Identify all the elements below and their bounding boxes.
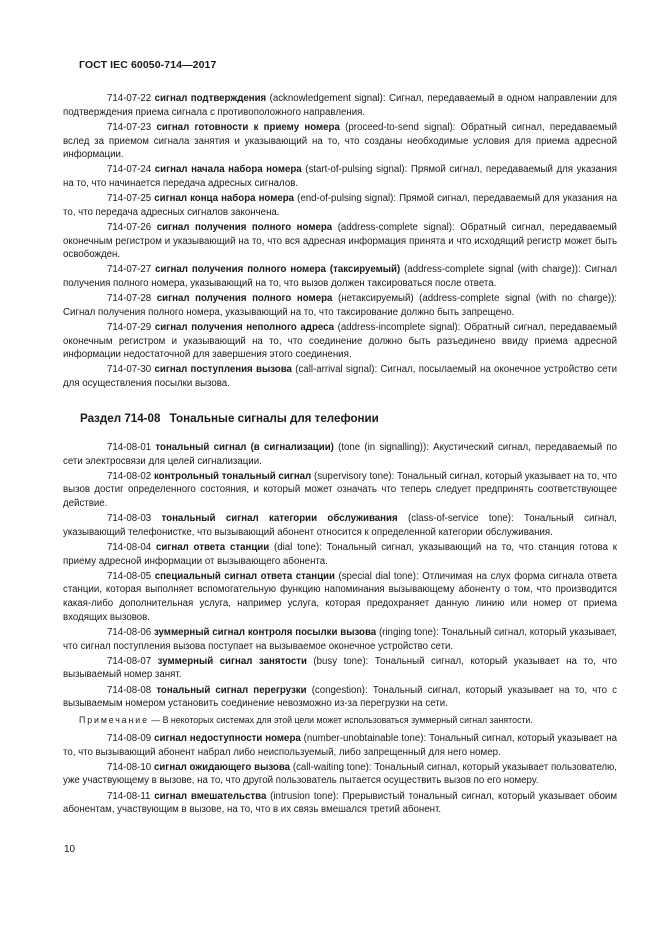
standard-header: ГОСТ IEC 60050-714—2017	[79, 59, 217, 71]
entry-definition: (special dial tone): Отличимая на слух форма сигнала ответа станции, которая выполняет вспомогательную функцию напоминания вызывающему абоненту о том, что производится какая-либо дополнительная услуга, например услуга, которая предохраняет данную линию или номер от приема входящих вызовов.	[63, 570, 618, 623]
entry-definition: (number-unobtainable tone): Тональный сигнал, который указывает на то, что вызывающий абонент набрал либо неиспользуемый, либо запрещенный для него номер.	[63, 732, 617, 758]
entry-number: 714-07-27	[107, 264, 152, 276]
entry-term: сигнал получения неполного адреса	[154, 321, 335, 333]
entry-term: сигнал готовности к приему номера	[156, 121, 340, 133]
entry-number: 714-08-07	[107, 655, 152, 667]
entry-definition: (нетаксируемый) (address-complete signal (with no charge)): Сигнал получения полного номера, указывающий на то, что таксирование должно быть запрещено.	[63, 293, 617, 318]
term-entry	[63, 92, 617, 119]
entry-definition: (address-complete signal (with charge)): Сигнал получения полного номера, указывающий на то, что вызов должен таксироваться после ответа.	[63, 264, 617, 290]
page-number: 10	[64, 844, 76, 855]
entry-term: тональный сигнал (в сигнализации)	[155, 441, 334, 453]
entry-term: сигнал поступления вызова	[154, 364, 292, 376]
entry-number: 714-08-08	[107, 684, 152, 696]
entry-number: 714-07-28	[107, 293, 152, 305]
entry-number: 714-08-11	[107, 790, 151, 802]
term-entry	[63, 541, 617, 568]
entry-term: сигнал недоступности номера	[154, 732, 301, 744]
entry-number: 714-08-10	[107, 761, 152, 773]
term-entry	[63, 263, 617, 290]
entries-group-714-07	[63, 92, 617, 391]
entry-number: 714-07-23	[107, 121, 152, 133]
document-body	[63, 92, 617, 818]
entry-term: тональный сигнал перегрузки	[156, 684, 307, 696]
section-number: Раздел 714-08	[80, 411, 161, 425]
note-text: — В некоторых системах для этой цели может использоваться зуммерный сигнал занятости.	[148, 714, 533, 725]
term-entry	[63, 363, 617, 390]
entry-definition: (dial tone): Тональный сигнал, указывающий на то, что станция готова к приему адресной информации от вызывающего абонента.	[63, 541, 617, 567]
entry-number: 714-07-29	[107, 321, 152, 333]
term-entry	[63, 684, 617, 711]
section-title: Тональные сигналы для телефонии	[169, 411, 379, 425]
entry-number: 714-07-24	[107, 164, 152, 176]
entry-definition: (end-of-pulsing signal): Прямой сигнал, передаваемый для указания на то, что передача адресных сигналов закончена.	[63, 193, 617, 218]
entry-definition: (intrusion tone): Прерывистый тональный сигнал, который указывает обоим абонентам, участвующим в вызове, на то, что в их связь вмешался третий абонент.	[63, 790, 617, 816]
term-entry	[63, 292, 617, 319]
entry-number: 714-08-03	[107, 513, 152, 525]
term-entry	[63, 655, 617, 682]
entry-term: сигнал получения полного номера	[156, 293, 333, 305]
entry-number: 714-08-04	[107, 541, 152, 553]
term-entry	[63, 512, 617, 539]
entry-number: 714-07-22	[107, 93, 152, 104]
note-label: Примечание	[79, 714, 149, 725]
entry-definition: (start-of-pulsing signal): Прямой сигнал, передаваемый для указания на то, что начинается передача адресных сигналов.	[63, 164, 617, 189]
entry-term: зуммерный сигнал занятости	[157, 655, 307, 667]
term-entry	[63, 221, 617, 262]
section-heading	[80, 412, 617, 426]
entry-definition: (supervisory tone): Тональный сигнал, который указывает на то, что вызов достиг определенного состояния, и который может означать что теперь следует предпринять соответствующее действие.	[63, 470, 617, 510]
term-entry	[63, 470, 617, 511]
entry-number: 714-08-01	[107, 441, 152, 453]
entry-definition: (congestion): Тональный сигнал, который указывает на то, что с вызываемым номером установить соединение невозможно из-за перегрузки на сети.	[63, 684, 617, 710]
entries-group-714-08-a	[63, 441, 617, 711]
entry-term: сигнал получения полного номера	[156, 221, 333, 233]
term-entry	[63, 441, 617, 468]
entry-definition: (acknowledgement signal): Сигнал, передаваемый в одном направлении для подтверждения приема сигнала с противоположного направления.	[63, 93, 617, 118]
term-entry	[63, 121, 617, 162]
entry-term: контрольный тональный сигнал	[153, 470, 312, 482]
entry-number: 714-08-05	[107, 570, 152, 582]
term-entry	[63, 626, 617, 653]
entry-number: 714-08-06	[107, 626, 152, 638]
entry-definition: (proceed-to-send signal): Обратный сигнал, передаваемый вслед за приемом сигнала занятия и указывающий на то, что созданы необходимые условия для приема адресной информации.	[63, 121, 617, 161]
entry-term: сигнал начала набора номера	[154, 164, 302, 176]
entries-group-714-08-b	[63, 732, 617, 817]
entry-number: 714-07-25	[107, 193, 152, 205]
entry-term: сигнал конца набора номера	[154, 193, 295, 205]
term-entry	[63, 321, 617, 362]
entry-term: сигнал ответа станции	[155, 541, 270, 553]
entry-term: сигнал подтверждения	[154, 93, 267, 104]
term-entry	[63, 790, 617, 817]
entry-term: специальный сигнал ответа станции	[154, 570, 335, 582]
entry-definition: (busy tone): Тональный сигнал, который указывает на то, что вызываемый номер занят.	[63, 655, 617, 681]
entry-definition: (address-complete signal): Обратный сигнал, передаваемый оконечным регистром и указывающий на то, что вся адресная информация принята и что исходящий регистр может быть освобожден.	[63, 221, 617, 261]
entry-term: сигнал вмешательства	[154, 790, 267, 802]
entry-term: сигнал ожидающего вызова	[153, 761, 291, 773]
entry-term: сигнал получения полного номера (таксируемый)	[155, 264, 401, 276]
entry-definition: (call-arrival signal): Сигнал, посылаемый на оконечное устройство сети для осуществления посылки вызова.	[63, 364, 617, 390]
entry-number: 714-08-09	[107, 732, 152, 744]
entry-number: 714-07-26	[107, 221, 152, 233]
entry-term: зуммерный сигнал контроля посылки вызова	[153, 626, 377, 638]
entry-definition: (address-incomplete signal): Обратный сигнал, передаваемый оконечным регистром и указывающий на то, что соединение должно быть разъединено ввиду приема адресной информации недостаточной для завершения этого соединения.	[63, 321, 617, 361]
note	[63, 714, 617, 726]
entry-term: тональный сигнал категории обслуживания	[161, 513, 398, 525]
term-entry	[63, 192, 617, 219]
term-entry	[63, 761, 617, 788]
entry-definition: (tone (in signalling)): Акустический сигнал, передаваемый по сети электросвязи для целей сигнализации.	[63, 441, 617, 467]
entry-definition: (class-of-service tone): Тональный сигнал, указывающий телефонистке, что вызывающий абонент относится к определенной категории обслуживания.	[63, 513, 617, 538]
entry-definition: (call-waiting tone): Тональный сигнал, который указывает пользователю, уже участвующему в вызове, на то, что другой пользователь пытается осуществить вызов по его номеру.	[63, 761, 617, 787]
term-entry	[63, 163, 617, 190]
entry-number: 714-08-02	[107, 470, 152, 482]
entry-definition: (ringing tone): Тональный сигнал, который указывает, что сигнал поступления вызова поступает на вызываемое оконечное устройство сети.	[63, 626, 617, 652]
term-entry	[63, 732, 617, 759]
entry-number: 714-07-30	[107, 364, 152, 376]
term-entry	[63, 570, 617, 625]
